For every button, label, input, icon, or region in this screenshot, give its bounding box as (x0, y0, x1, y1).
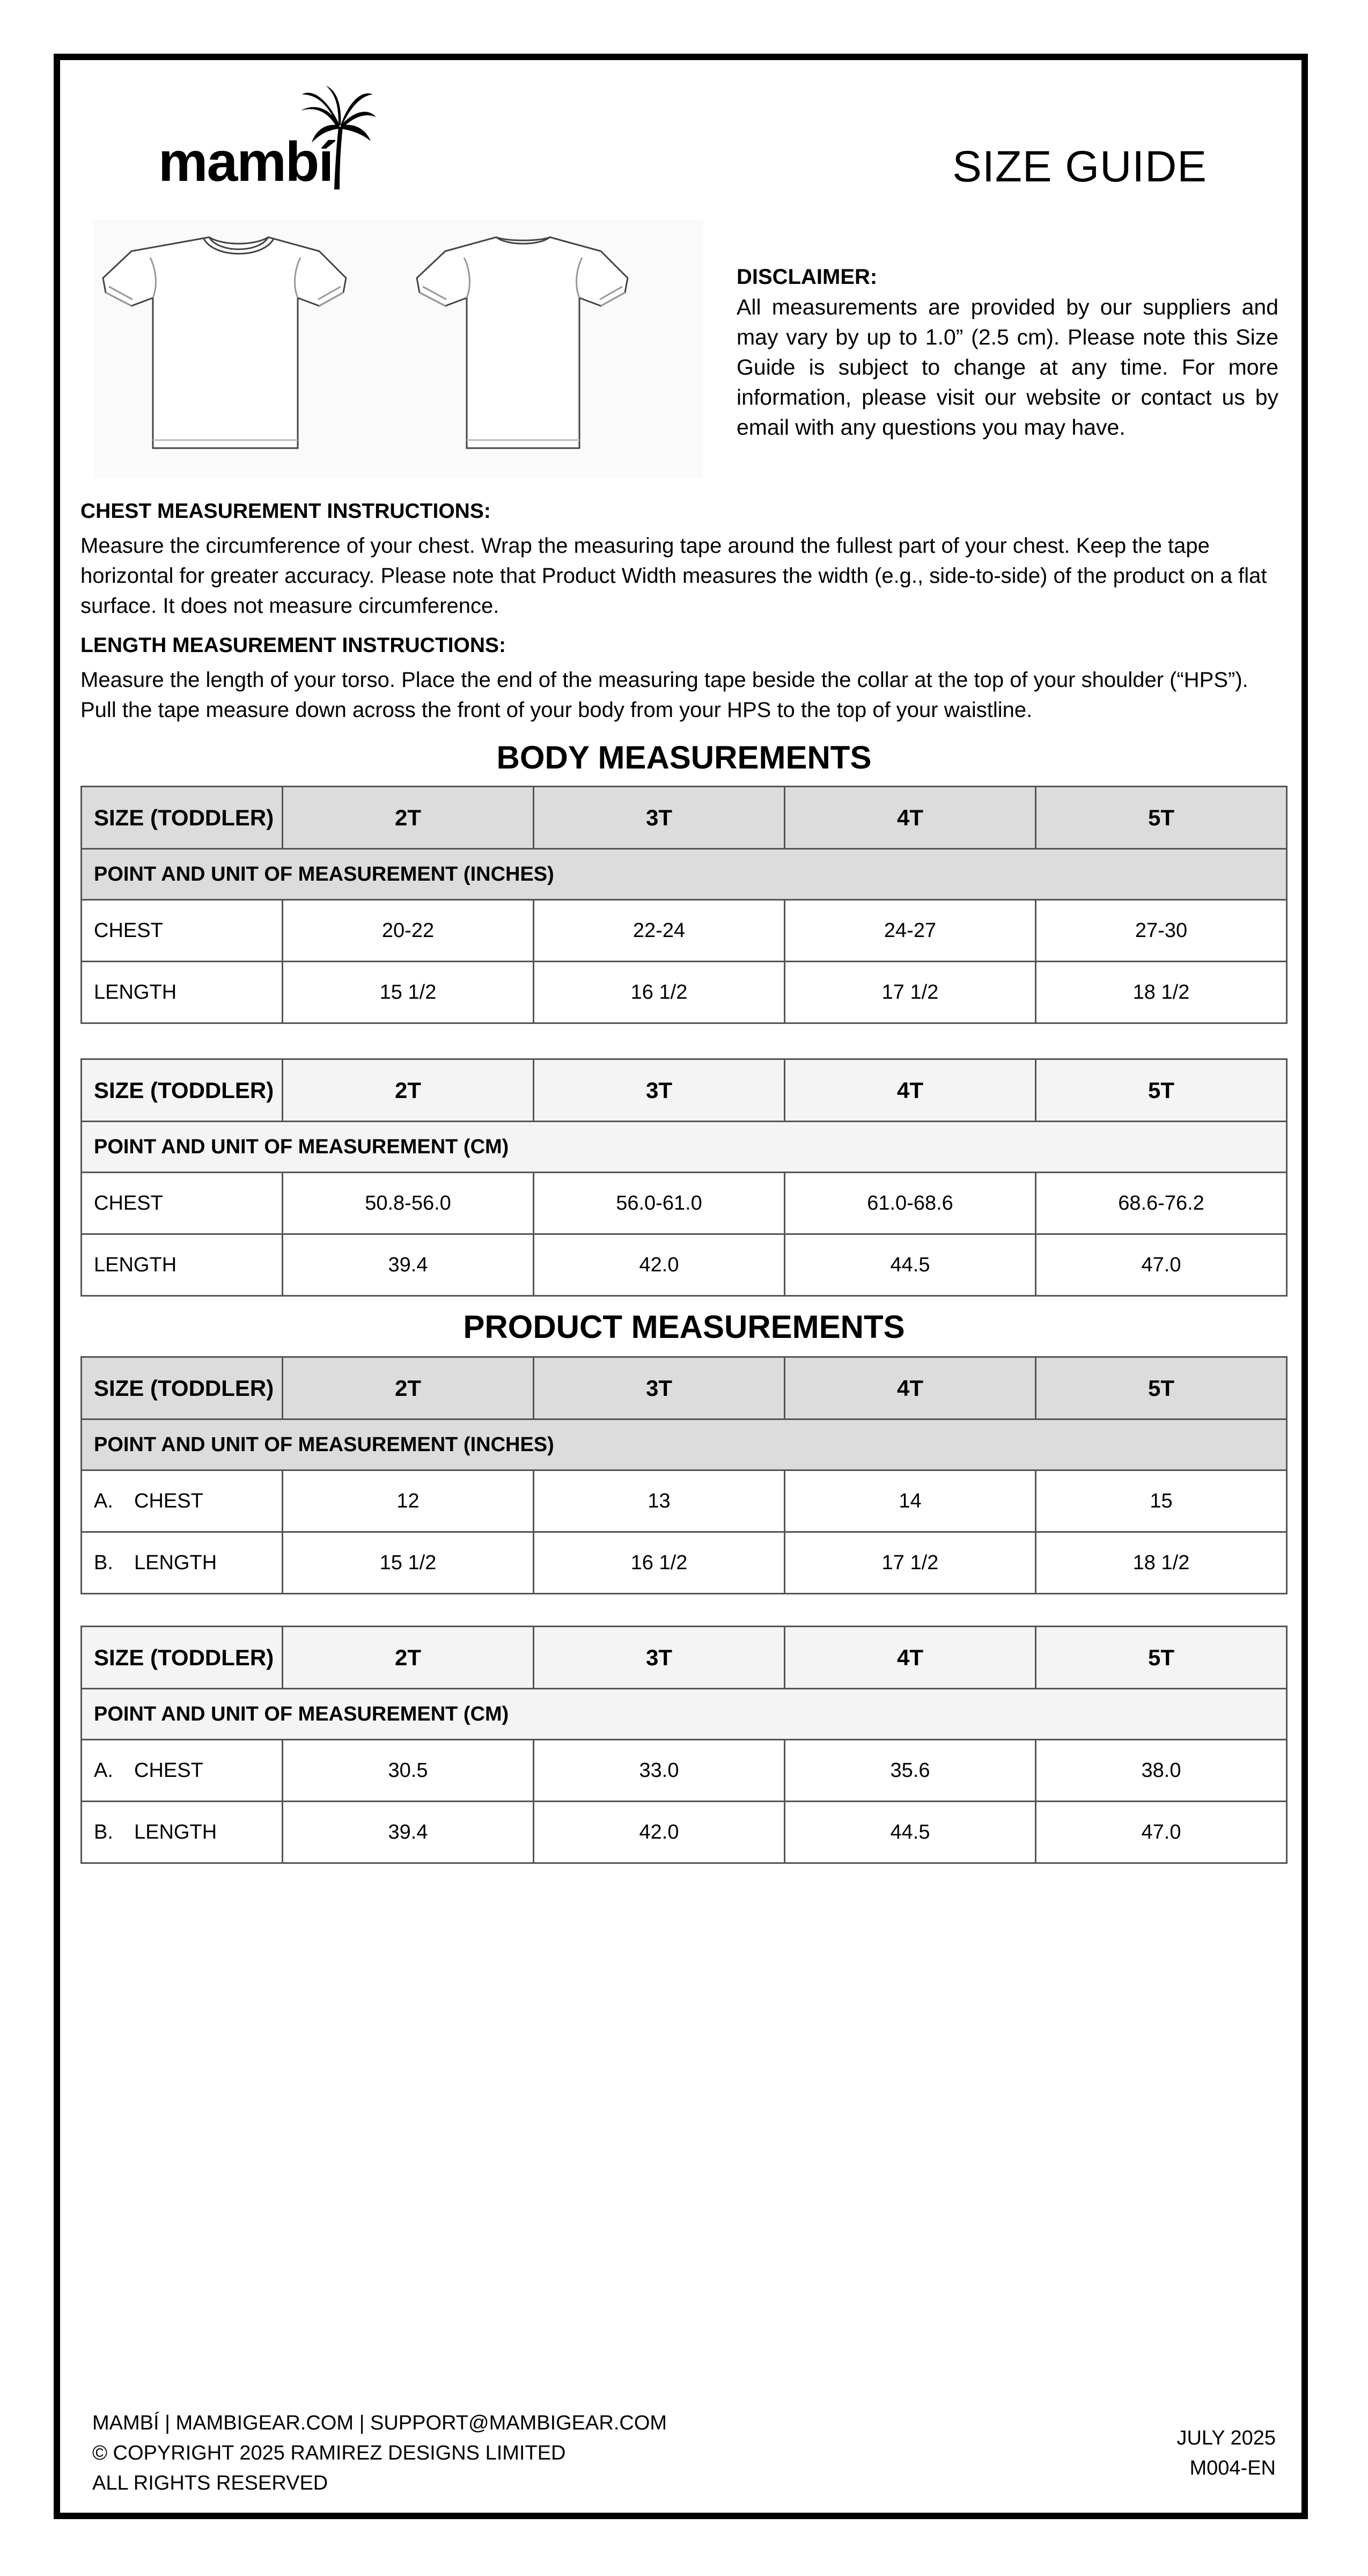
row-label (82, 1802, 283, 1863)
row-letter: B. (94, 1820, 113, 1843)
table-cell: 15 1/2 (283, 962, 534, 1023)
length-instructions-heading: LENGTH MEASUREMENT INSTRUCTIONS: (80, 634, 506, 657)
size-header: SIZE (TODDLER) (82, 1059, 283, 1122)
table-cell: 15 1/2 (283, 1532, 534, 1594)
table-cell: 39.4 (283, 1234, 534, 1296)
unit-row: POINT AND UNIT OF MEASUREMENT (CM) (82, 1689, 1287, 1740)
length-instructions-text: Measure the length of your torso. Place the end of the measuring tape beside the collar at the top of your shoulder (“HPS”). Pull the tape measure down across the front of your body from your HPS to the top of your waistline. (80, 668, 1248, 722)
unit-row: POINT AND UNIT OF MEASUREMENT (INCHES) (82, 1419, 1287, 1470)
row-label (82, 1532, 283, 1594)
table-cell: 16 1/2 (534, 1532, 785, 1594)
row-label: CHEST (82, 1173, 283, 1234)
table-cell: 68.6-76.2 (1036, 1173, 1287, 1234)
footer-rights: ALL RIGHTS RESERVED (92, 2472, 328, 2494)
size-3t: 3T (534, 787, 785, 849)
row-label: LENGTH (82, 1234, 283, 1296)
table-cell: 24-27 (785, 900, 1036, 962)
product-measurements-title: PRODUCT MEASUREMENTS (463, 1309, 905, 1345)
size-header: SIZE (TODDLER) (82, 1357, 283, 1419)
brand-logo (158, 85, 384, 192)
table-cell: 17 1/2 (785, 962, 1036, 1023)
disclaimer-text: All measurements are provided by our suppliers and may vary by up to 1.0” (2.5 cm). Please note this Size Guide is subject to change at any time. For more information, please visit our website or contact us by email with any questions you may have. (737, 295, 1278, 440)
product-table-inches (80, 1356, 1288, 1594)
unit-row: POINT AND UNIT OF MEASUREMENT (INCHES) (82, 849, 1287, 900)
page-title: SIZE GUIDE (952, 142, 1207, 191)
row-letter: A. (94, 1759, 113, 1782)
unit-row: POINT AND UNIT OF MEASUREMENT (CM) (82, 1122, 1287, 1173)
table-cell: 13 (534, 1470, 785, 1532)
table-cell: 15 (1036, 1470, 1287, 1532)
table-cell: 47.0 (1036, 1234, 1287, 1296)
footer-copyright: © COPYRIGHT 2025 RAMIREZ DESIGNS LIMITED (92, 2442, 566, 2464)
chest-instructions-heading: CHEST MEASUREMENT INSTRUCTIONS: (80, 500, 491, 523)
size-4t: 4T (785, 787, 1036, 849)
body-measurements-title: BODY MEASUREMENTS (496, 740, 872, 775)
disclaimer-heading: DISCLAIMER: (737, 265, 878, 289)
table-cell: 61.0-68.6 (785, 1173, 1036, 1234)
size-2t: 2T (283, 787, 534, 849)
row-label (82, 1740, 283, 1802)
size-header: SIZE (TODDLER) (82, 787, 283, 849)
row-label: CHEST (82, 900, 283, 962)
footer-right (1176, 2423, 1276, 2483)
row-label (82, 1470, 283, 1532)
row-letter: A. (94, 1489, 113, 1512)
size-4t: 4T (785, 1059, 1036, 1122)
table-cell: 30.5 (283, 1740, 534, 1802)
size-5t: 5T (1036, 1627, 1287, 1689)
row-letter: B. (94, 1551, 113, 1574)
size-3t: 3T (534, 1357, 785, 1419)
size-4t: 4T (785, 1357, 1036, 1419)
table-cell: 18 1/2 (1036, 1532, 1287, 1594)
table-cell: 38.0 (1036, 1740, 1287, 1802)
size-header: SIZE (TODDLER) (82, 1627, 283, 1689)
body-table-inches (80, 786, 1288, 1024)
body-table-cm (80, 1058, 1288, 1297)
length-instructions (80, 631, 1288, 725)
table-cell: 56.0-61.0 (534, 1173, 785, 1234)
table-cell: 22-24 (534, 900, 785, 962)
size-2t: 2T (283, 1627, 534, 1689)
table-cell: 44.5 (785, 1802, 1036, 1863)
size-3t: 3T (534, 1059, 785, 1122)
disclaimer (737, 262, 1278, 442)
footer-left (92, 2408, 667, 2498)
row-label-text: CHEST (134, 1489, 203, 1512)
tshirt-illustration (94, 220, 703, 478)
table-cell: 27-30 (1036, 900, 1287, 962)
table-cell: 39.4 (283, 1802, 534, 1863)
size-3t: 3T (534, 1627, 785, 1689)
row-label-text: LENGTH (134, 1820, 217, 1843)
table-cell: 18 1/2 (1036, 962, 1287, 1023)
table-cell: 20-22 (283, 900, 534, 962)
row-label: LENGTH (82, 962, 283, 1023)
table-cell: 42.0 (534, 1802, 785, 1863)
row-label-text: LENGTH (134, 1551, 217, 1574)
table-cell: 16 1/2 (534, 962, 785, 1023)
table-cell: 50.8-56.0 (283, 1173, 534, 1234)
table-cell: 35.6 (785, 1740, 1036, 1802)
product-table-cm (80, 1626, 1288, 1864)
size-2t: 2T (283, 1357, 534, 1419)
chest-instructions-text: Measure the circumference of your chest. Wrap the measuring tape around the fullest part of your chest. Keep the tape horizontal for greater accuracy. Please note that Product Width measures the width (e.g., side-to-side) of the product on a flat surface. It does not measure circumference. (80, 534, 1267, 618)
table-cell: 12 (283, 1470, 534, 1532)
brand-wordmark: mambí (158, 131, 333, 193)
table-cell: 44.5 (785, 1234, 1036, 1296)
footer-date: JULY 2025 (1176, 2427, 1276, 2449)
footer-doc-code: M004-EN (1189, 2457, 1276, 2479)
size-5t: 5T (1036, 1357, 1287, 1419)
table-cell: 33.0 (534, 1740, 785, 1802)
table-cell: 42.0 (534, 1234, 785, 1296)
chest-instructions (80, 496, 1288, 621)
table-cell: 17 1/2 (785, 1532, 1036, 1594)
footer-contact: MAMBÍ | MAMBIGEAR.COM | SUPPORT@MAMBIGEAR.COM (92, 2412, 667, 2434)
table-cell: 14 (785, 1470, 1036, 1532)
size-5t: 5T (1036, 787, 1287, 849)
size-5t: 5T (1036, 1059, 1287, 1122)
table-cell: 47.0 (1036, 1802, 1287, 1863)
row-label-text: CHEST (134, 1759, 203, 1782)
size-4t: 4T (785, 1627, 1036, 1689)
size-2t: 2T (283, 1059, 534, 1122)
